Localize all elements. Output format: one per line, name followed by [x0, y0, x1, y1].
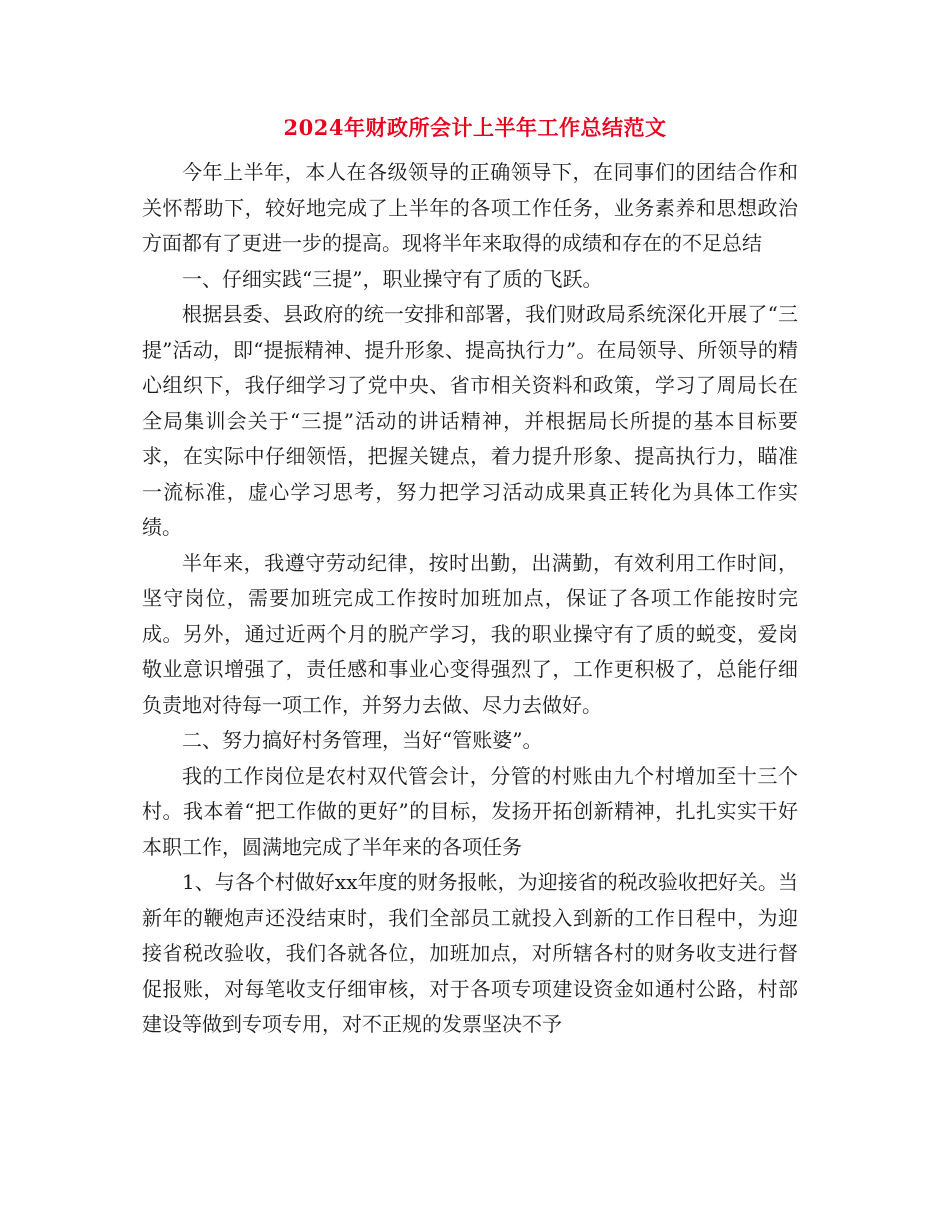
heading-section-2: 二、努力搞好村务管理，当好“管账婆”。 [182, 728, 543, 752]
paragraph-section-1-b: 半年来，我遵守劳动纪律，按时出勤，出满勤，有效利用工作时间，坚守岗位，需要加班完成工作按时加班加点，保证了各项工作能按时完成。另外，通过近两个月的脱产学习，我的职业操守有了质的蜕变，爱岗敬业意识增强了，责任感和事业心变得强烈了，工作更积极了，总能仔细负责地对待每一项工作，并努力去做、尽力去做好。 [142, 550, 798, 717]
document-body [142, 155, 798, 1043]
paragraph-section-2-item-1: 1、与各个村做好xx年度的财务报帐，为迎接省的税改验收把好关。当新年的鞭炮声还没结束时，我们全部员工就投入到新的工作日程中，为迎接省税改验收，我们各就各位，加班加点，对所辖各村的财务收支进行督促报账，对每笔收支仔细审核，对于各项专项建设资金如通村公路，村部建设等做到专项专用，对不正规的发票坚决不予 [142, 870, 798, 1036]
document-title: 2024年财政所会计上半年工作总结范文 [283, 115, 667, 140]
paragraph-intro: 今年上半年，本人在各级领导的正确领导下，在同事们的团结合作和关怀帮助下，较好地完成了上半年的各项工作任务，业务素养和思想政治方面都有了更进一步的提高。现将半年来取得的成绩和存在的不足总结 [142, 160, 798, 255]
paragraph-section-2-a: 我的工作岗位是农村双代管会计，分管的村账由九个村增加至十三个村。我本着“把工作做的更好”的目标，发扬开拓创新精神，扎扎实实干好本职工作，圆满地完成了半年来的各项任务 [142, 763, 798, 859]
paragraph-section-1-a: 根据县委、县政府的统一安排和部署，我们财政局系统深化开展了“三提”活动，即“提振精神、提升形象、提高执行力”。在局领导、所领导的精心组织下，我仔细学习了党中央、省市相关资料和政策，学习了周局长在全局集训会关于“三提”活动的讲话精神，并根据局长所提的基本目标要求，在实际中仔细领悟，把握关键点，着力提升形象、提高执行力，瞄准一流标准，虚心学习思考，努力把学习活动成果真正转化为具体工作实绩。 [142, 302, 798, 539]
heading-section-1: 一、仔细实践“三提”，职业操守有了质的飞跃。 [182, 266, 603, 291]
